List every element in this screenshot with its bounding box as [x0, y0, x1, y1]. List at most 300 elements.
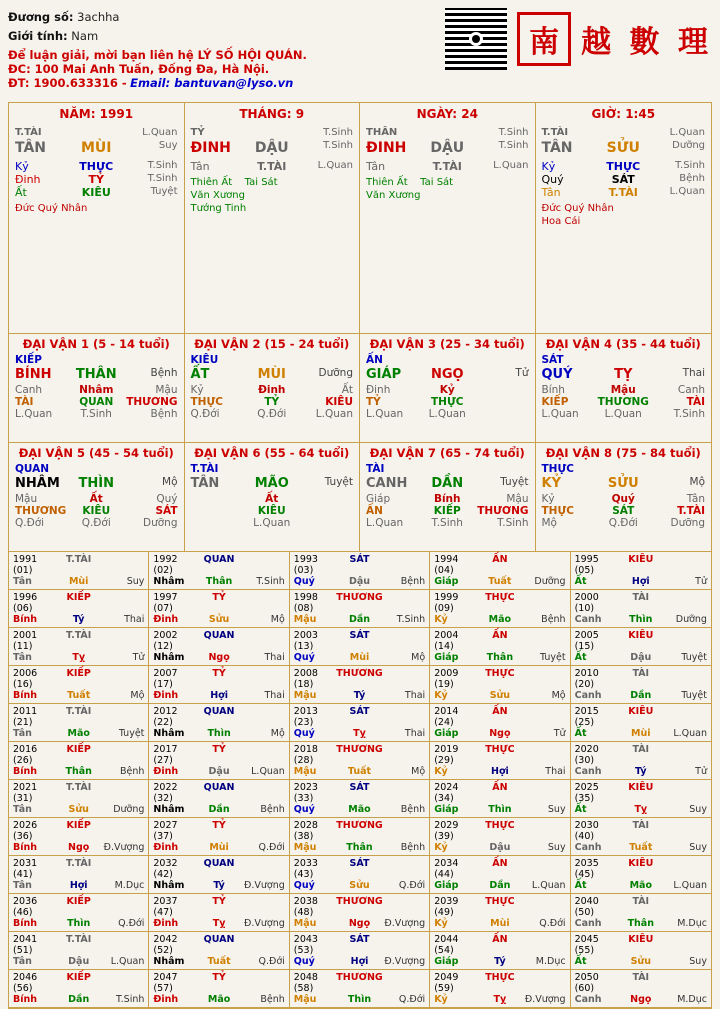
year-chi: Tuất [488, 576, 512, 587]
year-cell[interactable] [9, 970, 149, 1008]
year-stage: M.Dục [677, 918, 707, 929]
year-can: Nhâm [153, 576, 185, 587]
year-cell[interactable] [149, 628, 289, 666]
year-god: KIẾP [66, 592, 91, 603]
year-god: KIÊU [628, 554, 654, 565]
year-stage: Bệnh [260, 804, 285, 815]
year-chi: Tỵ [634, 804, 648, 815]
year-cell[interactable] [149, 552, 289, 590]
dai-van-sub-stem: Mậu [506, 493, 529, 505]
table-row [9, 856, 711, 894]
dai-van-can: BÍNH [15, 367, 52, 382]
dai-van-can: QUÝ [541, 367, 573, 382]
year-label: 2005 (15) [574, 630, 599, 652]
year-cell[interactable] [290, 970, 430, 1008]
pillar-can: ĐINH [190, 140, 231, 156]
year-god: KIÊU [628, 858, 654, 869]
year-god: KIÊU [628, 706, 654, 717]
dai-van-sub-god: KIÊU [257, 505, 286, 517]
year-can: Mậu [293, 766, 317, 777]
year-chi: Sửu [349, 880, 370, 891]
dai-van-sub-god: T.TÀI [677, 505, 705, 517]
year-chi: Dần [68, 994, 90, 1005]
year-label: 2024 (34) [434, 782, 459, 804]
dai-van-top-god: ẤN [366, 354, 383, 366]
pillar-can: ĐINH [366, 140, 407, 156]
year-can: Quý [293, 576, 315, 587]
year-cell[interactable] [149, 590, 289, 628]
year-cell[interactable] [149, 818, 289, 856]
year-can: Bính [13, 918, 38, 929]
year-god: ẤN [492, 782, 508, 793]
year-cell[interactable] [290, 780, 430, 818]
year-chi: Tỵ [72, 652, 86, 663]
year-chi: Mão [488, 614, 512, 625]
email-text: Email: bantuvan@lyso.vn [130, 76, 294, 90]
year-chi: Hợi [491, 766, 509, 777]
year-can: Bính [13, 614, 38, 625]
year-cell[interactable] [430, 628, 570, 666]
pillar-can-god: T.TÀI [541, 127, 569, 138]
year-stage: Thai [404, 690, 426, 701]
hidden-stem: Đinh [15, 173, 41, 186]
header-info [8, 6, 307, 90]
year-stage: T.Sinh [115, 994, 145, 1005]
year-chi: Mùi [490, 918, 510, 929]
year-cell[interactable] [430, 552, 570, 590]
year-cell[interactable] [290, 818, 430, 856]
year-god: QUAN [203, 554, 235, 565]
year-cell[interactable] [430, 590, 570, 628]
year-cell[interactable] [430, 742, 570, 780]
dai-van-sub-god: KIẾP [433, 505, 461, 517]
year-cell[interactable] [9, 780, 149, 818]
year-god: T.TÀI [66, 706, 92, 717]
dai-van-top-god: THỰC [541, 463, 574, 475]
year-stage: Dưỡng [113, 804, 145, 815]
year-can: Kỷ [434, 690, 448, 701]
year-can: Tân [13, 880, 32, 891]
year-stage: Suy [689, 804, 707, 815]
dai-van-sub-god: TÀI [15, 396, 34, 408]
year-cell[interactable] [290, 666, 430, 704]
hidden-god: THỰC [606, 160, 641, 173]
year-stage: Đ.Vượng [524, 994, 566, 1005]
year-chi: Thân [486, 652, 514, 663]
year-chi: Dần [489, 880, 511, 891]
phone-text: ĐT: 1900.633316 - [8, 76, 127, 90]
year-god: KIẾP [66, 744, 91, 755]
year-label: 2000 (10) [574, 592, 599, 614]
year-god: TÀI [632, 668, 650, 679]
dai-van-sub-stem: Đinh [366, 384, 391, 396]
year-label: 2010 (20) [574, 668, 599, 690]
hidden-stage: T.Sinh [147, 173, 178, 184]
dai-van-sub-stage: L.Quan [315, 408, 353, 420]
year-chi: Ngọ [348, 918, 371, 929]
year-label: 2017 (27) [153, 744, 178, 766]
year-chi: Thìn [347, 994, 372, 1005]
year-chi: Mão [348, 804, 371, 815]
dai-van-top-god: TÀI [366, 463, 385, 475]
dai-van-sub-stem: Mậu [155, 384, 178, 396]
dai-van-sub-god: THƯƠNG [597, 396, 649, 408]
year-label: 1994 (04) [434, 554, 459, 576]
seal-stamp: 南 [517, 12, 571, 66]
year-chi: Mão [629, 880, 652, 891]
year-label: 2036 (46) [13, 896, 38, 918]
dai-van-sub-stage: Bệnh [150, 408, 178, 420]
year-god: TÀI [632, 896, 650, 907]
year-god: QUAN [203, 706, 235, 717]
year-label: 2021 (31) [13, 782, 38, 804]
pillar-note: Thiên Ất [366, 177, 408, 188]
dai-van-sub-stage: L.Quan [428, 408, 466, 420]
pillar-note: Văn Xương [366, 190, 421, 201]
year-cell[interactable] [9, 742, 149, 780]
dai-van-title: ĐẠI VẬN 7 (65 - 74 tuổi) [369, 446, 525, 460]
dai-van-sub-stem: Nhâm [79, 384, 114, 396]
hidden-god: KIÊU [81, 186, 111, 199]
year-chi: Hợi [210, 690, 228, 701]
year-can: Đinh [153, 766, 179, 777]
year-cell[interactable] [149, 932, 289, 970]
dai-van-stage: Tử [515, 367, 529, 379]
year-label: 2026 (36) [13, 820, 38, 842]
hidden-stage: L.Quan [317, 160, 353, 171]
dai-van-sub-stem: Mậu [15, 493, 38, 505]
year-god: KIÊU [628, 782, 654, 793]
dai-van-sub-stage: T.Sinh [80, 408, 112, 420]
table-row [9, 780, 711, 818]
year-cell[interactable] [571, 552, 711, 590]
year-stage: L.Quan [110, 956, 145, 967]
dai-van-sub-stem: Canh [677, 384, 705, 396]
year-can: Mậu [293, 994, 317, 1005]
contact-line-1: Để luận giải, mời bạn liên hệ LÝ SỐ HỘI QUÁN. [8, 48, 307, 62]
dai-van-sub-stem: Ất [89, 493, 103, 505]
year-cell[interactable] [430, 970, 570, 1008]
year-cell[interactable] [149, 666, 289, 704]
dai-van-can: ẤT [190, 367, 210, 382]
hidden-stage: T.Sinh [147, 160, 178, 171]
year-cell[interactable] [9, 590, 149, 628]
year-stage: Tử [132, 652, 145, 663]
pillar-can-god: TỶ [190, 127, 205, 138]
dai-van-sub-stem: Kỷ [541, 493, 555, 505]
dai-van-sub-stem: Kỷ [190, 384, 204, 396]
gender-label: Giới tính: [8, 29, 68, 43]
year-can: Quý [293, 652, 315, 663]
year-cell[interactable] [571, 666, 711, 704]
year-can: Giáp [434, 576, 459, 587]
year-chi: Dậu [208, 766, 230, 777]
dai-van-sub-stage: L.Quan [604, 408, 642, 420]
year-stage: L.Quan [531, 880, 566, 891]
contact-line-3 [8, 76, 307, 90]
year-god: THƯƠNG [336, 820, 383, 831]
year-can: Quý [293, 956, 315, 967]
dai-van-sub-stage: Q.Đới [257, 408, 287, 420]
year-god: SÁT [349, 858, 370, 869]
hidden-stage: L.Quan [493, 160, 529, 171]
year-cell[interactable] [430, 818, 570, 856]
dai-van-cell [360, 443, 536, 551]
year-chi: Ngọ [489, 728, 511, 739]
hidden-stage: Tuyệt [150, 186, 178, 197]
year-cell[interactable] [290, 894, 430, 932]
year-chi: Tỵ [212, 918, 226, 929]
pillar-column [185, 103, 361, 333]
year-god: SÁT [349, 934, 370, 945]
dai-van-chi: THÂN [75, 367, 117, 382]
year-label: 2039 (49) [434, 896, 459, 918]
dai-van-sub-stem: Quý [156, 493, 178, 505]
year-god: TỶ [212, 820, 226, 831]
contact-line-2: ĐC: 100 Mai Anh Tuấn, Đống Đa, Hà Nội. [8, 62, 270, 76]
year-label: 1998 (08) [293, 592, 318, 614]
year-can: Nhâm [153, 652, 185, 663]
year-chi: Tuất [67, 690, 91, 701]
dai-van-sub-god: THỰC [541, 505, 574, 517]
year-cell[interactable] [149, 704, 289, 742]
year-chi: Tý [213, 880, 225, 891]
dai-van-chi: MÙI [257, 367, 286, 382]
dai-van-sub-stage: L.Quan [366, 408, 404, 420]
pillar-title: THÁNG: 9 [239, 107, 305, 121]
year-table [8, 552, 712, 1009]
year-can: Giáp [434, 728, 459, 739]
year-can: Quý [293, 804, 315, 815]
pillar-can: TÂN [15, 140, 47, 156]
year-can: Canh [574, 766, 602, 777]
year-can: Quý [293, 728, 315, 739]
table-row [9, 970, 711, 1008]
dai-van-sub-stage: Mộ [541, 517, 557, 529]
year-cell[interactable] [290, 856, 430, 894]
year-label: 1999 (09) [434, 592, 459, 614]
year-label: 2045 (55) [574, 934, 599, 956]
dai-van-sub-stage [299, 517, 353, 529]
table-row [9, 932, 711, 970]
year-cell[interactable] [571, 780, 711, 818]
year-cell[interactable] [571, 818, 711, 856]
year-can: Giáp [434, 804, 459, 815]
year-cell[interactable] [9, 552, 149, 590]
year-chi: Tuất [629, 842, 653, 853]
year-label: 1995 (05) [574, 554, 599, 576]
year-can: Ất [574, 804, 587, 815]
year-cell[interactable] [430, 666, 570, 704]
hidden-god: T.TÀI [608, 186, 638, 199]
year-can: Mậu [293, 690, 317, 701]
year-god: ẤN [492, 630, 508, 641]
pillar-chi-god: T.Sinh [498, 127, 529, 138]
dai-van-sub-god: THƯƠNG [477, 505, 529, 517]
year-label: 2032 (42) [153, 858, 178, 880]
year-god: TỶ [212, 668, 226, 679]
dai-van-sub-god [191, 505, 245, 517]
pillar-column [360, 103, 536, 333]
year-god: TÀI [632, 592, 650, 603]
year-cell[interactable] [571, 932, 711, 970]
dai-van-can: CANH [366, 476, 408, 491]
year-label: 2015 (25) [574, 706, 599, 728]
dai-van-cell [9, 443, 185, 551]
year-stage: Suy [547, 842, 566, 853]
year-cell[interactable] [290, 628, 430, 666]
year-god: THỰC [485, 592, 515, 603]
year-god: SÁT [349, 706, 370, 717]
pillar-title: GIỜ: 1:45 [591, 107, 656, 121]
year-can: Tân [13, 804, 32, 815]
year-chi: Thân [627, 918, 654, 929]
dai-van-cell [360, 334, 536, 442]
year-can: Canh [574, 994, 602, 1005]
table-row [9, 704, 711, 742]
year-stage: Bệnh [260, 994, 285, 1005]
year-cell[interactable] [149, 856, 289, 894]
year-chi: Tý [353, 690, 366, 701]
dai-van-top-god: KIÊU [190, 354, 219, 366]
year-cell[interactable] [9, 704, 149, 742]
year-chi: Ngọ [208, 652, 230, 663]
dai-van-sub-stage: Dưỡng [670, 517, 705, 529]
dai-van-sub-god: SÁT [155, 505, 178, 517]
hidden-god: TỶ [88, 173, 104, 186]
year-cell[interactable] [290, 932, 430, 970]
year-cell[interactable] [571, 894, 711, 932]
year-can: Ất [574, 728, 587, 739]
year-chi: Mùi [631, 728, 651, 739]
year-stage: T.Sinh [396, 614, 426, 625]
pillar-chi: DẬU [254, 140, 289, 156]
dai-van-sub-stem: Tân [686, 493, 705, 505]
year-label: 2042 (52) [153, 934, 178, 956]
year-chi: Dần [348, 614, 371, 625]
year-can: Quý [293, 880, 315, 891]
year-can: Kỷ [434, 614, 448, 625]
year-god: THƯƠNG [336, 744, 383, 755]
dai-van-sub-stage: L.Quan [541, 408, 579, 420]
year-cell[interactable] [9, 894, 149, 932]
year-god: TÀI [632, 744, 650, 755]
year-cell[interactable] [571, 590, 711, 628]
year-cell[interactable] [571, 704, 711, 742]
year-can: Canh [574, 690, 602, 701]
dai-van-sub-stem: Canh [15, 384, 43, 396]
dai-van-title: ĐẠI VẬN 5 (45 - 54 tuổi) [18, 446, 174, 460]
year-label: 2002 (12) [153, 630, 178, 652]
year-stage: Thai [264, 652, 285, 663]
year-chi: Tuất [347, 766, 372, 777]
year-cell[interactable] [430, 704, 570, 742]
year-label: 2048 (58) [293, 972, 318, 994]
year-chi: Dậu [630, 652, 652, 663]
year-cell[interactable] [430, 894, 570, 932]
year-can: Nhâm [153, 956, 185, 967]
year-label: 2006 (16) [13, 668, 38, 690]
year-cell[interactable] [149, 894, 289, 932]
year-label: 2019 (29) [434, 744, 459, 766]
dai-van-sub-stem: Ất [341, 384, 353, 396]
qr-code-icon [445, 8, 507, 70]
dai-van-sub-god: THỰC [431, 396, 464, 408]
year-chi: Dần [208, 804, 230, 815]
year-god: QUAN [203, 934, 235, 945]
year-cell[interactable] [430, 932, 570, 970]
year-label: 2013 (23) [293, 706, 318, 728]
year-label: 2043 (53) [293, 934, 318, 956]
year-cell[interactable] [430, 856, 570, 894]
year-label: 2049 (59) [434, 972, 459, 994]
year-cell[interactable] [9, 818, 149, 856]
year-cell[interactable] [9, 856, 149, 894]
year-cell[interactable] [571, 742, 711, 780]
year-god: KIẾP [66, 820, 91, 831]
year-stage: Mộ [411, 652, 426, 663]
year-stage: Tuyệt [681, 690, 707, 701]
year-stage: Q.Đới [398, 880, 426, 891]
year-can: Kỷ [434, 766, 448, 777]
year-chi: Mão [67, 728, 90, 739]
pillar-chi: SỬU [606, 140, 640, 156]
dai-van-sub-stem: Quý [611, 493, 635, 505]
year-cell[interactable] [149, 780, 289, 818]
dai-van-top-god: KIẾP [15, 354, 42, 366]
year-label: 2022 (32) [153, 782, 178, 804]
year-cell[interactable] [290, 704, 430, 742]
year-stage: Bệnh [400, 842, 426, 853]
year-cell[interactable] [9, 666, 149, 704]
year-chi: Thìn [629, 614, 653, 625]
year-can: Tân [13, 956, 32, 967]
pillar-chi-stage: T.Sinh [498, 140, 529, 151]
table-row [9, 818, 711, 856]
year-cell[interactable] [571, 628, 711, 666]
dai-van-title: ĐẠI VẬN 1 (5 - 14 tuổi) [22, 337, 170, 351]
year-cell[interactable] [430, 780, 570, 818]
year-cell[interactable] [290, 590, 430, 628]
dai-van-sub-stage: L.Quan [366, 517, 404, 529]
year-can: Kỷ [434, 842, 448, 853]
pillar-note: Tai Sát [420, 177, 454, 188]
year-stage: Tuyệt [118, 728, 145, 739]
year-god: QUAN [203, 782, 235, 793]
year-cell[interactable] [149, 970, 289, 1008]
year-cell[interactable] [571, 970, 711, 1008]
dai-van-can: TÂN [190, 476, 220, 491]
year-cell[interactable] [290, 742, 430, 780]
year-cell[interactable] [571, 856, 711, 894]
year-stage: Tử [695, 766, 707, 777]
year-stage: Tuyệt [681, 652, 707, 663]
year-cell[interactable] [9, 932, 149, 970]
hidden-stage: Bệnh [679, 173, 705, 184]
year-stage: Mộ [411, 766, 426, 777]
year-god: SÁT [349, 630, 370, 641]
dai-van-stage: Mộ [162, 476, 178, 488]
year-cell[interactable] [9, 628, 149, 666]
dai-van-can: GIÁP [366, 367, 402, 382]
year-label: 2050 (60) [574, 972, 599, 994]
dai-van-top-god: QUAN [15, 463, 50, 475]
dai-van-title: ĐẠI VẬN 8 (75 - 84 tuổi) [545, 446, 701, 460]
dai-van-stage: Tuyệt [500, 476, 529, 488]
year-cell[interactable] [149, 742, 289, 780]
year-cell[interactable] [290, 552, 430, 590]
dai-van-sub-stem: Đinh [258, 384, 286, 396]
